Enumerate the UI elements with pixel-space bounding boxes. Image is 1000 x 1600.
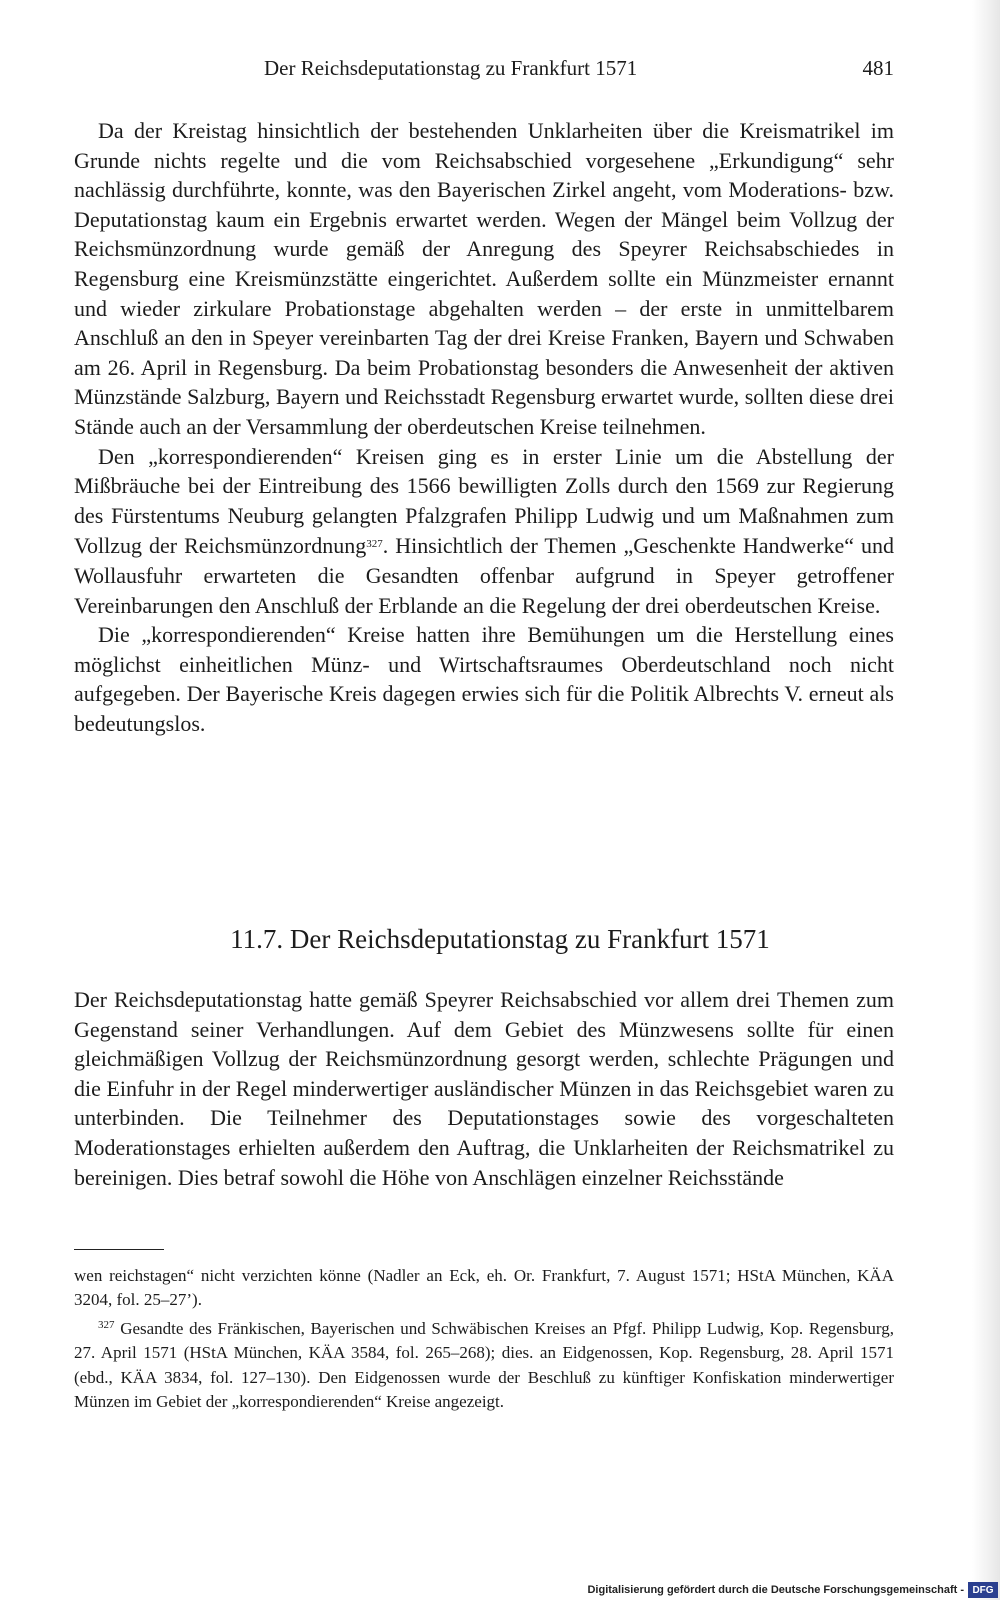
paragraph-korrespondierende-kreise <box>74 442 894 621</box>
paragraph-bemuehungen: Die „korrespondierenden“ Kreise hatten ihre Bemühungen um die Herstellung eines möglichst einheitlichen Münz- und Wirtschaftsraumes Oberdeutschland noch nicht aufgegeben. Der Bayerische Kreis dagegen erwies sich für die Politik Albrechts V. erneut als bedeutungslos. <box>74 622 894 736</box>
section-heading: 11.7. Der Reichsdeputationstag zu Frankfurt 1571 <box>230 924 770 954</box>
footnote-reference[interactable]: 327 <box>366 538 383 551</box>
section-paragraph: Der Reichsdeputationstag hatte gemäß Speyrer Reichsabschied vor allem drei Themen zum Gegenstand seiner Verhandlungen. Auf dem Gebiet des Münzwesens sollte für einen gleichmäßigen Vollzug der Reichsmünzordnung gesorgt werden, schlechte Prägungen und die Einfuhr in der Regel minderwertiger ausländischer Münzen in das Reichsgebiet waren zu unterbinden. Die Teilnehmer des Deputationstages sowie des vorgeschalteten Moderationstages erhielten außerdem den Auftrag, die Unklarheiten der Reichsmatrikel zu bereinigen. Dies betraf sowohl die Höhe von Anschlägen einzelner Reichsstände <box>74 987 894 1190</box>
section-body <box>74 985 894 1192</box>
footnote-text: Gesandte des Fränkischen, Bayerischen und Schwäbischen Kreises an Pfgf. Philipp Ludwig, Kop. Regensburg, 27. April 1571 (HStA München, KÄA 3584, fol. 265–268); dies. an Eidgenossen, Kop. Regensburg, 28. April 1571 (ebd., KÄA 3834, fol. 127–130). Den Eidgenossen wurde der Beschluß zu künftiger Konfiskation minderwertiger Münzen im Gebiet der „korrespondierenden“ Kreise angezeigt. <box>74 1318 894 1412</box>
paragraph-kreistag: Da der Kreistag hinsichtlich der bestehenden Unklarheiten über die Kreismatrikel im Grunde nichts regelte und die vom Reichsabschied vorgesehene „Erkundigung“ sehr nachlässig durchführte, konnte, was den Bayerischen Zirkel angeht, vom Moderations- bzw. Deputationstag kaum ein Ergebnis erwartet werden. Wegen der Mängel beim Vollzug der Reichsmünzordnung wurde gemäß der Anregung des Speyrer Reichsabschiedes in Regensburg eine Kreismünzstätte eingerichtet. Außerdem sollte ein Münzmeister ernannt und wieder zirkulare Probationstage abgehalten werden – der erste in unmittelbarem Anschluß an den in Speyer vereinbarten Tag der drei Kreise Franken, Bayern und Schwaben am 26. April in Regensburg. Da beim Probationstag besonders die Anwesenheit der aktiven Münzstände Salzburg, Bayern und Reichsstadt Regensburg erwartet wurde, sollten diese drei Stände auch an der Versammlung der oberdeutschen Kreise teilnehmen. <box>74 118 894 439</box>
dfg-logo-icon: DFG <box>968 1582 998 1598</box>
footnote-number: 327 <box>98 1318 115 1331</box>
page-edge-shadow <box>972 0 1000 1600</box>
main-text <box>74 116 894 738</box>
digitization-credit: Digitalisierung gefördert durch die Deutsche Forschungsgemeinschaft - <box>587 1584 964 1596</box>
paragraph-text-after-note: . Hinsichtlich der Themen „Geschenkte Handwerke“ und Wollausfuhr erwarteten die Gesandten offenbar aufgrund in Speyer getroffener Vereinbarungen den Anschluß der Erblande an die Regelung der drei oberdeutschen Kreise. <box>74 533 895 618</box>
paragraph-text-before-note: Den „korrespondierenden“ Kreisen ging es in erster Linie um die Abstellung der Mißbräuche bei der Eintreibung des 1566 bewilligten Zolls durch den 1569 zur Regierung des Fürstentums Neuburg gelangten Pfalzgrafen Philipp Ludwig und um Maßnahmen zum Vollzug der Reichsmünzordnung <box>74 443 894 559</box>
digitization-footer <box>587 1580 1000 1600</box>
page-number: 481 <box>862 56 894 80</box>
footnotes <box>74 1264 894 1414</box>
running-head <box>74 56 894 86</box>
footnote-rule <box>74 1249 164 1250</box>
footnote-327 <box>74 1313 894 1415</box>
footnote-continuation: wen reichstagen“ nicht verzichten könne (Nadler an Eck, eh. Or. Frankfurt, 7. August 1571; HStA München, KÄA 3204, fol. 25–27’). <box>74 1266 894 1310</box>
running-title: Der Reichsdeputationstag zu Frankfurt 1571 <box>264 56 638 80</box>
